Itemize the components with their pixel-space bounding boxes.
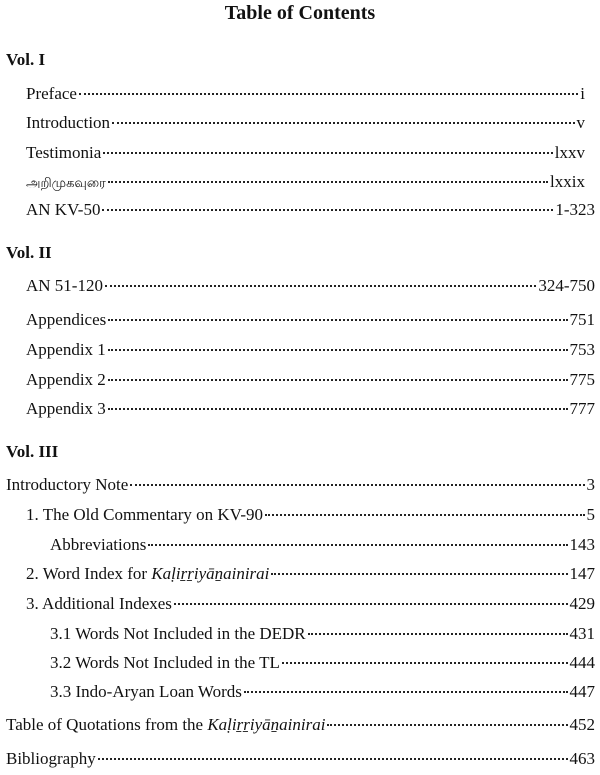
entry-page: 444 <box>569 653 595 672</box>
entry-page: 147 <box>569 564 595 583</box>
entry-page: 1-323 <box>555 200 595 219</box>
entry-label: அறிமுகவுரை <box>26 176 106 191</box>
entry-page: 775 <box>569 370 595 389</box>
entry-page: 447 <box>569 682 595 701</box>
entry-label: 1. The Old Commentary on KV-90 <box>26 505 264 524</box>
leader-dots <box>265 514 584 516</box>
leader-dots <box>103 152 552 154</box>
leader-dots <box>108 379 568 381</box>
toc-entry-bibliography[interactable] <box>6 749 595 771</box>
toc-entry-introductory-note[interactable] <box>6 475 595 497</box>
entry-label-italic-title: Kaḷiṟṟiyāṉainirai <box>151 564 270 583</box>
entry-label: Introduction <box>26 113 111 132</box>
entry-page: 429 <box>569 594 595 613</box>
page-title: Table of Contents <box>224 2 376 24</box>
entry-label-italic-title: Kaḷiṟṟiyāṉainirai <box>207 715 326 734</box>
toc-entry-abbreviations[interactable] <box>50 535 595 557</box>
toc-entry-appendix-2[interactable] <box>26 370 595 392</box>
entry-label <box>6 715 325 735</box>
toc-entry-an-51-120[interactable] <box>26 276 595 298</box>
entry-label-prefix: 2. Word Index for <box>26 564 152 583</box>
leader-dots <box>79 93 578 95</box>
entry-label: 3.2 Words Not Included in the TL <box>50 653 280 672</box>
entry-page: 3 <box>586 475 595 494</box>
toc-entry-testimonia[interactable] <box>26 143 585 165</box>
entry-label <box>26 564 269 584</box>
entry-label: Bibliography <box>6 749 96 768</box>
entry-label: Appendix 1 <box>26 340 106 359</box>
entry-label: 3.1 Words Not Included in the DEDR <box>50 624 306 643</box>
entry-page: lxxix <box>550 172 585 191</box>
vol-1-heading: Vol. I <box>6 50 46 69</box>
entry-label: Introductory Note <box>6 475 129 494</box>
leader-dots <box>308 633 568 635</box>
leader-dots <box>98 758 568 760</box>
leader-dots <box>244 691 568 693</box>
toc-entry-old-commentary[interactable] <box>26 505 595 527</box>
vol-2-heading: Vol. II <box>6 243 52 262</box>
toc-entry-tamil-introduction[interactable] <box>26 172 585 194</box>
leader-dots <box>108 408 568 410</box>
leader-dots <box>130 484 584 486</box>
leader-dots <box>148 544 567 546</box>
entry-label-prefix: Table of Quotations from the <box>6 715 208 734</box>
entry-page: v <box>576 113 585 132</box>
entry-label: AN 51-120 <box>26 276 103 295</box>
toc-entry-quotations[interactable] <box>6 715 595 737</box>
toc-entry-loan-words[interactable] <box>50 682 595 704</box>
leader-dots <box>327 724 567 726</box>
leader-dots <box>108 319 567 321</box>
toc-entry-an-kv-50[interactable] <box>26 200 595 222</box>
entry-page: 143 <box>569 535 595 554</box>
leader-dots <box>108 349 568 351</box>
leader-dots <box>112 122 574 124</box>
toc-entry-additional-indexes[interactable] <box>26 594 595 616</box>
entry-page: 5 <box>586 505 595 524</box>
vol-3-heading: Vol. III <box>6 442 59 461</box>
entry-page: 452 <box>569 715 595 734</box>
entry-page: 431 <box>569 624 595 643</box>
leader-dots <box>271 573 567 575</box>
entry-page: 751 <box>569 310 595 329</box>
entry-label: Abbreviations <box>50 535 147 554</box>
entry-label: AN KV-50 <box>26 200 101 219</box>
toc-entry-word-index[interactable] <box>26 564 595 586</box>
toc-entry-appendix-3[interactable] <box>26 399 595 421</box>
entry-label: Appendices <box>26 310 107 329</box>
toc-entry-appendix-1[interactable] <box>26 340 595 362</box>
toc-entry-introduction[interactable] <box>26 113 585 135</box>
entry-label: 3.3 Indo-Aryan Loan Words <box>50 682 242 701</box>
entry-page: 463 <box>569 749 595 768</box>
toc-entry-tl[interactable] <box>50 653 595 675</box>
leader-dots <box>102 209 553 211</box>
entry-page: i <box>580 84 585 103</box>
toc-entry-appendices[interactable] <box>26 310 595 332</box>
entry-page: 753 <box>569 340 595 359</box>
entry-label: 3. Additional Indexes <box>26 594 172 613</box>
toc-entry-preface[interactable] <box>26 84 585 106</box>
entry-page: 324-750 <box>538 276 595 295</box>
leader-dots <box>174 603 568 605</box>
entry-page: 777 <box>569 399 595 418</box>
leader-dots <box>282 662 568 664</box>
entry-page: lxxv <box>554 143 585 162</box>
toc-entry-dedr[interactable] <box>50 624 595 646</box>
entry-label: Preface <box>26 84 77 103</box>
entry-label: Appendix 2 <box>26 370 106 389</box>
entry-label: Testimonia <box>26 143 102 162</box>
leader-dots <box>105 285 536 287</box>
leader-dots <box>108 181 548 183</box>
entry-label: Appendix 3 <box>26 399 106 418</box>
